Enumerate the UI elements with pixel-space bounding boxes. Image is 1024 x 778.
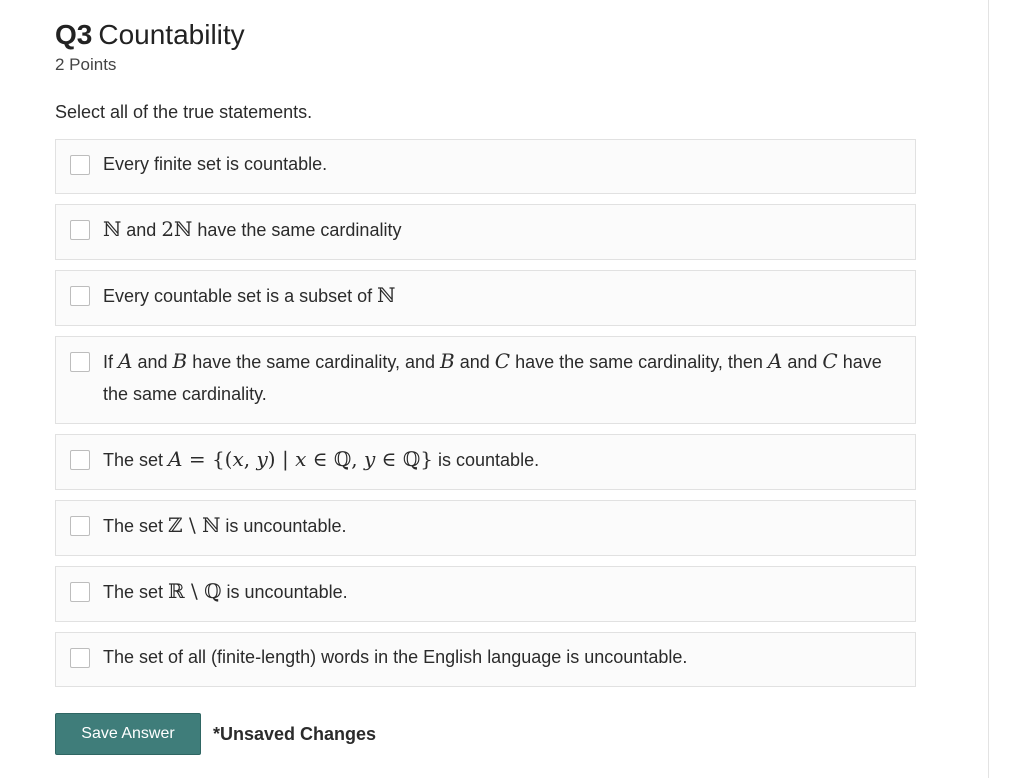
- math-fragment: y: [364, 447, 376, 471]
- option-label: [103, 575, 348, 608]
- math-fragment: A: [767, 349, 783, 373]
- option-checkbox[interactable]: [70, 155, 90, 175]
- option-5[interactable]: [55, 434, 916, 490]
- math-fragment: \: [184, 579, 205, 603]
- option-6[interactable]: [55, 500, 916, 556]
- text-fragment: is countable.: [433, 450, 540, 470]
- option-label: [103, 443, 539, 476]
- option-7[interactable]: [55, 566, 916, 622]
- math-fragment: ,: [243, 447, 257, 471]
- option-3[interactable]: [55, 270, 916, 326]
- math-fragment: ℤ: [168, 513, 183, 537]
- math-fragment: B: [172, 349, 188, 373]
- text-fragment: is uncountable.: [220, 516, 347, 536]
- question-points: 2 Points: [55, 55, 117, 74]
- option-label: [103, 345, 901, 410]
- answer-footer: [55, 713, 376, 755]
- option-label: [103, 279, 395, 312]
- option-checkbox[interactable]: [70, 648, 90, 668]
- text-fragment: The set: [103, 582, 169, 602]
- math-fragment: ) |: [267, 447, 296, 471]
- option-checkbox[interactable]: [70, 352, 90, 372]
- question-prompt: Select all of the true statements.: [55, 102, 313, 122]
- text-fragment: have the same cardinality, and: [187, 352, 441, 372]
- text-fragment: and: [782, 352, 823, 372]
- text-fragment: is uncountable.: [221, 582, 348, 602]
- math-fragment: C: [494, 349, 511, 373]
- text-fragment: and: [121, 220, 162, 240]
- question-title: [55, 18, 916, 52]
- text-fragment: The set: [103, 450, 169, 470]
- math-fragment: ℝ: [168, 579, 185, 603]
- option-label: [103, 213, 401, 246]
- math-fragment: \: [182, 513, 203, 537]
- math-fragment: }: [420, 447, 434, 471]
- math-fragment: C: [822, 349, 838, 373]
- question-number: Q3: [55, 19, 93, 50]
- option-checkbox[interactable]: [70, 220, 90, 240]
- math-fragment: ,: [351, 447, 365, 471]
- unsaved-changes-label: *Unsaved Changes: [213, 723, 377, 744]
- math-fragment: x: [295, 447, 307, 471]
- math-fragment: B: [440, 349, 455, 373]
- math-fragment: ∈: [306, 447, 334, 471]
- math-fragment: 2ℕ: [161, 217, 193, 241]
- math-fragment: x: [232, 447, 244, 471]
- option-1[interactable]: [55, 139, 916, 194]
- option-label: [103, 148, 327, 180]
- options-list: [55, 139, 916, 687]
- option-2[interactable]: [55, 204, 916, 260]
- math-fragment: ℕ: [202, 513, 221, 537]
- option-4[interactable]: [55, 336, 916, 424]
- math-fragment: ℚ: [402, 447, 421, 471]
- option-8[interactable]: [55, 632, 916, 687]
- math-fragment: ℕ: [103, 217, 122, 241]
- math-fragment: ∈: [375, 447, 403, 471]
- text-fragment: have the same cardinality, then: [510, 352, 768, 372]
- math-fragment: y: [256, 447, 268, 471]
- text-fragment: have the same cardinality: [192, 220, 402, 240]
- option-checkbox[interactable]: [70, 582, 90, 602]
- text-fragment: Every countable set is a subset of: [103, 286, 378, 306]
- option-checkbox[interactable]: [70, 286, 90, 306]
- text-fragment: The set of all (finite-length) words in the English language is uncountable.: [103, 647, 688, 667]
- text-fragment: If: [103, 352, 119, 372]
- text-fragment: have the same cardinality.: [103, 352, 882, 404]
- math-fragment: A: [118, 349, 133, 373]
- option-checkbox[interactable]: [70, 450, 90, 470]
- question-title-text: Countability: [98, 19, 245, 50]
- option-checkbox[interactable]: [70, 516, 90, 536]
- text-fragment: Every finite set is countable.: [103, 154, 328, 174]
- option-label: [103, 641, 687, 673]
- question-panel: [55, 18, 916, 697]
- math-fragment: = {(: [182, 447, 233, 471]
- panel-divider: [988, 0, 989, 778]
- math-fragment: ℚ: [333, 447, 352, 471]
- save-answer-button[interactable]: Save Answer: [55, 713, 201, 755]
- math-fragment: ℕ: [377, 283, 396, 307]
- option-label: [103, 509, 346, 542]
- text-fragment: and: [132, 352, 173, 372]
- text-fragment: and: [454, 352, 495, 372]
- math-fragment: A: [168, 447, 183, 471]
- text-fragment: The set: [103, 516, 169, 536]
- math-fragment: ℚ: [204, 579, 222, 603]
